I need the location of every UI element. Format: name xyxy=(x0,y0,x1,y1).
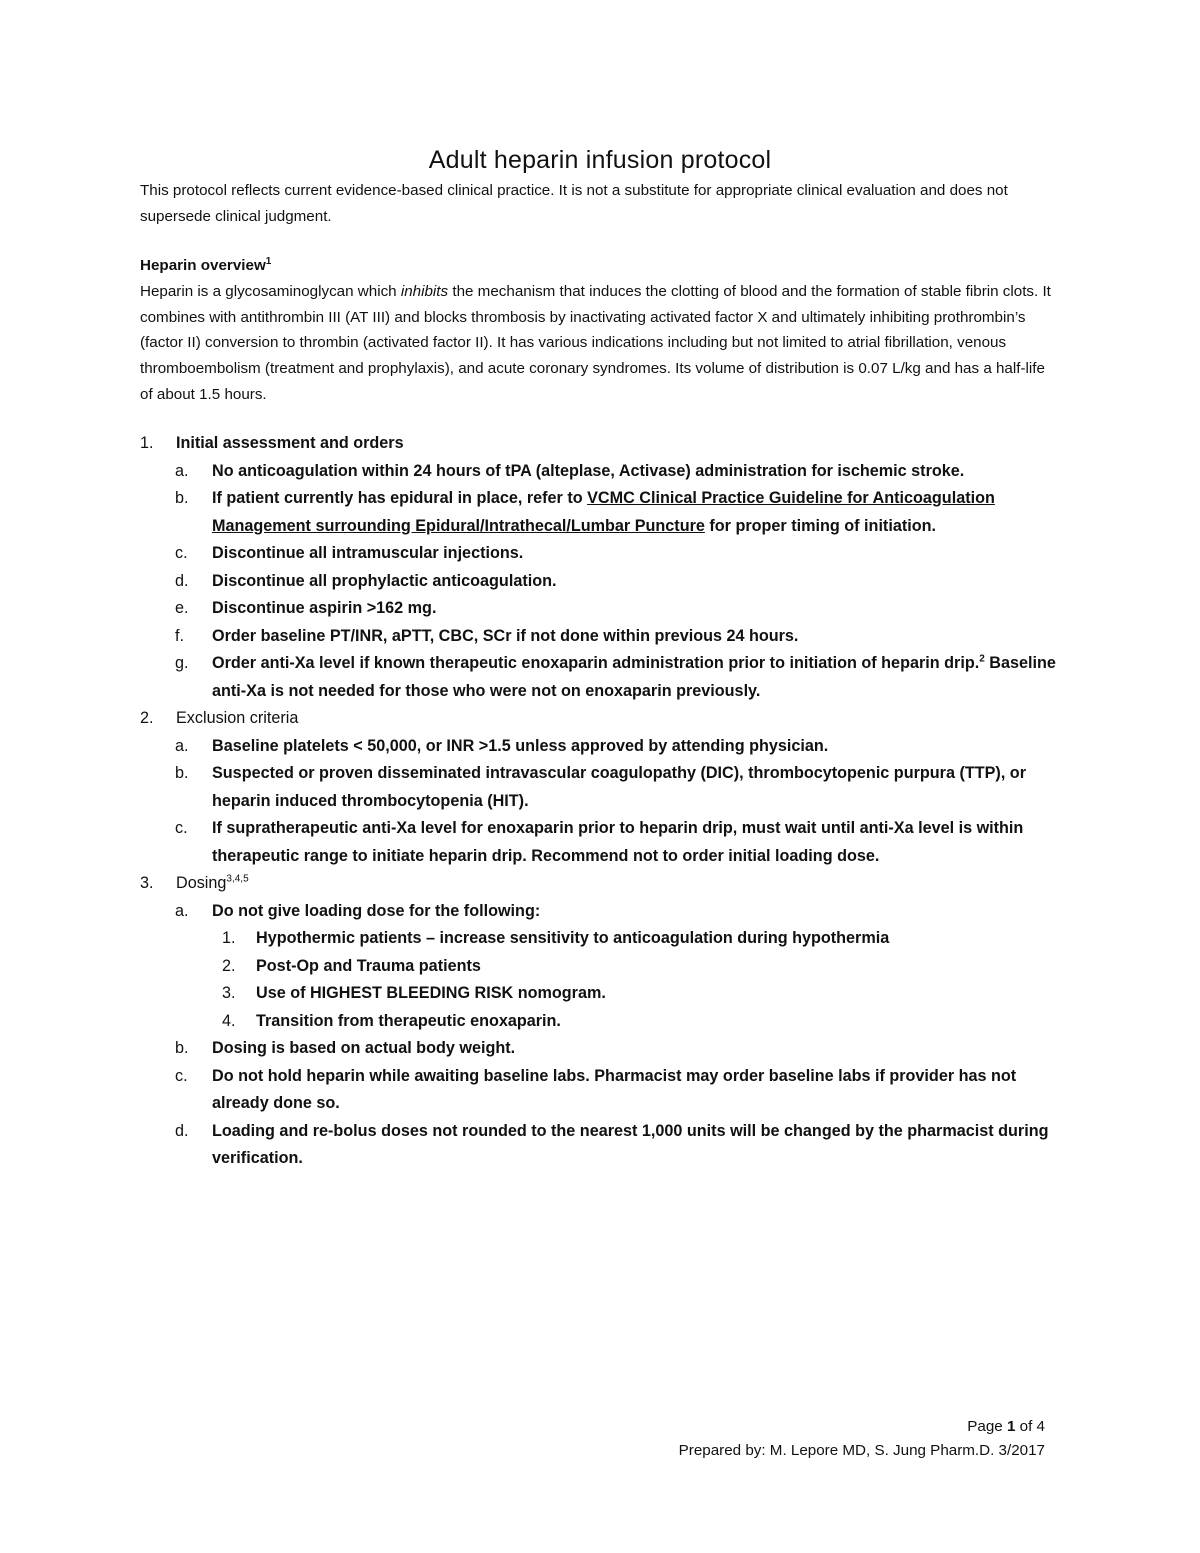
sub-list-item xyxy=(140,953,1070,981)
list-item xyxy=(140,898,1070,926)
page-title: Adult heparin infusion protocol xyxy=(428,146,772,174)
sub-list-item xyxy=(140,1008,1070,1036)
item-letter: d. xyxy=(175,571,189,590)
item-text: If patient currently has epidural in place, refer to xyxy=(212,489,588,507)
list-item xyxy=(140,623,1070,651)
intro-paragraph: This protocol reflects current evidence-based clinical practice. It is not a substitute for appropriate clinical evaluation and does not supersede clinical judgment. xyxy=(140,182,1008,225)
section-3 xyxy=(140,870,1070,898)
list-item xyxy=(140,1035,1070,1063)
overview-text-2: the mechanism that induces the clotting of blood and the formation of stable fibrin clots. It combines with antithrombin III (AT III) and blocks thrombosis by inactivating activated factor X and ultimately inhibiting prothrombin’s (factor II) conversion to thrombin (activated factor II). It has various indications including but not limited to atrial fibrillation, venous thromboembolism (treatment and prophylaxis), and acute coronary syndromes. Its volume of distribution is 0.07 L/kg and has a half-life of about 1.5 hours. xyxy=(140,282,1051,403)
section-number: 1. xyxy=(140,434,154,452)
item-text: Do not give loading dose for the following: xyxy=(212,901,541,920)
overview-heading xyxy=(140,253,1060,279)
section-title: Exclusion criteria xyxy=(176,709,299,727)
item-letter: b. xyxy=(175,764,189,782)
overview-text-italic: inhibits xyxy=(400,282,449,300)
section-number: 2. xyxy=(140,709,154,727)
item-text: Baseline platelets < 50,000, or INR >1.5 unless approved by attending physician. xyxy=(212,736,829,755)
subitem-number: 4. xyxy=(222,1011,236,1030)
item-text: Loading and re-bolus doses not rounded to the nearest 1,000 units will be changed by the pharmacist during verification. xyxy=(212,1121,1049,1167)
list-item xyxy=(140,485,1070,540)
page-total: of 4 xyxy=(1015,1418,1045,1435)
item-letter: e. xyxy=(175,599,189,617)
item-text: Dosing is based on actual body weight. xyxy=(212,1039,516,1057)
item-letter: c. xyxy=(175,819,188,837)
prepared-by: Prepared by: M. Lepore MD, S. Jung Pharm.D. 3/2017 xyxy=(678,1442,1045,1459)
item-text: Discontinue aspirin >162 mg. xyxy=(212,599,437,617)
list-item xyxy=(140,540,1070,568)
page-current: 1 xyxy=(1006,1418,1016,1435)
list-item xyxy=(140,733,1070,761)
subitem-text: Use of HIGHEST BLEEDING RISK nomogram. xyxy=(256,984,606,1002)
page-footer xyxy=(679,1415,1045,1463)
item-text: Order baseline PT/INR, aPTT, CBC, SCr if not done within previous 24 hours. xyxy=(212,626,799,645)
sub-list-item xyxy=(140,980,1070,1008)
section-title: Initial assessment and orders xyxy=(176,434,404,452)
item-letter: a. xyxy=(175,901,189,920)
item-letter: a. xyxy=(175,736,189,755)
item-letter: f. xyxy=(175,626,184,645)
subitem-number: 1. xyxy=(222,929,236,947)
section-title-ref: 3,4,5 xyxy=(226,873,249,885)
item-letter: d. xyxy=(175,1121,189,1140)
item-text: Discontinue all prophylactic anticoagulation. xyxy=(212,571,557,590)
section-number: 3. xyxy=(140,874,154,892)
item-text: If supratherapeutic anti-Xa level for enoxaparin prior to heparin drip, must wait until anti-Xa level is within therapeutic range to initiate heparin drip. Recommend not to order initial loading dose. xyxy=(212,819,1024,865)
item-letter: b. xyxy=(175,489,189,507)
list-item xyxy=(140,1063,1070,1118)
sub-list-item xyxy=(140,925,1070,953)
section-title: Dosing xyxy=(176,874,227,892)
item-letter: g. xyxy=(175,654,189,672)
list-item xyxy=(140,815,1070,870)
list-item xyxy=(140,650,1070,705)
section-1 xyxy=(140,430,1070,458)
list-item xyxy=(140,1118,1070,1173)
item-text: No anticoagulation within 24 hours of tPA (alteplase, Activase) administration for ischemic stroke. xyxy=(212,461,965,480)
list-item xyxy=(140,458,1070,486)
overview-section xyxy=(140,253,1060,408)
item-letter: c. xyxy=(175,1066,188,1085)
subitem-text: Post-Op and Trauma patients xyxy=(256,956,481,975)
item-text: Discontinue all intramuscular injections. xyxy=(212,544,524,562)
item-text-after: Baseline anti-Xa is not needed for those who were not on enoxaparin previously. xyxy=(212,654,1056,700)
subitem-number: 3. xyxy=(222,984,236,1002)
section-2 xyxy=(140,705,1070,733)
item-text: Order anti-Xa level if known therapeutic enoxaparin administration prior to initiation of heparin drip. xyxy=(212,654,980,672)
overview-paragraph xyxy=(140,279,1060,408)
overview-heading-ref: 1 xyxy=(265,255,272,267)
protocol-list xyxy=(140,430,1070,1173)
subitem-text: Hypothermic patients – increase sensitivity to anticoagulation during hypothermia xyxy=(256,929,890,947)
item-text-after: for proper timing of initiation. xyxy=(704,516,936,535)
overview-text-1: Heparin is a glycosaminoglycan which xyxy=(140,282,401,300)
item-text: Do not hold heparin while awaiting baseline labs. Pharmacist may order baseline labs if provider has not already done so. xyxy=(212,1066,1017,1112)
subitem-text: Transition from therapeutic enoxaparin. xyxy=(256,1011,561,1030)
overview-heading-text: Heparin overview xyxy=(140,257,266,274)
list-item xyxy=(140,760,1070,815)
item-ref: 2 xyxy=(979,653,985,665)
subitem-number: 2. xyxy=(222,956,236,975)
list-item xyxy=(140,595,1070,623)
item-text: Suspected or proven disseminated intravascular coagulopathy (DIC), thrombocytopenic purpura (TTP), or heparin induced thrombocytopenia (HIT). xyxy=(212,764,1026,810)
item-letter: a. xyxy=(175,461,189,480)
item-letter: b. xyxy=(175,1039,189,1057)
page-label: Page xyxy=(967,1418,1007,1435)
page-number xyxy=(679,1415,1045,1439)
guideline-link[interactable]: VCMC Clinical Practice Guideline for Anticoagulation Management surrounding Epidural/Intrathecal/Lumbar Puncture xyxy=(212,489,995,535)
list-item xyxy=(140,568,1070,596)
item-letter: c. xyxy=(175,544,188,562)
